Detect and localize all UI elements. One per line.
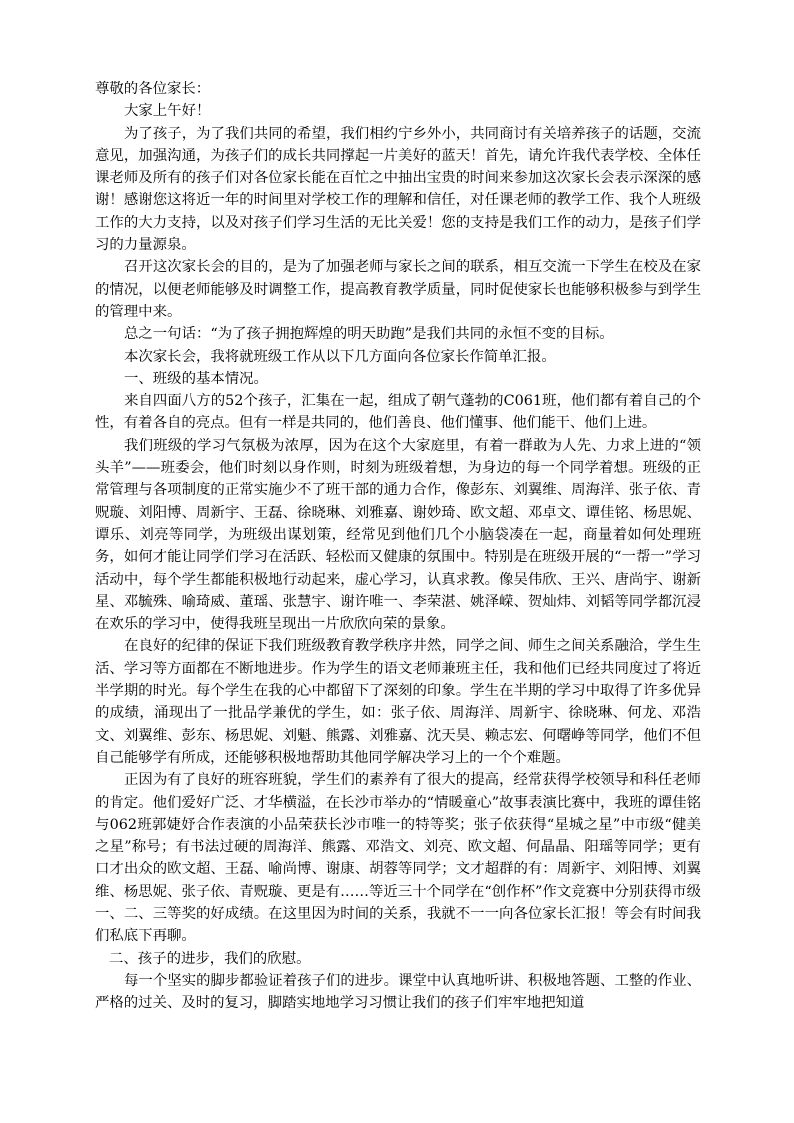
section-2-heading: 二、孩子的进步，我们的欣慰。 [109,950,311,967]
motto-paragraph: 总之一句话：“为了孩子拥抱辉煌的明天助跑”是我们共同的永恒不变的目标。 [124,326,614,343]
section-1-paragraph-3: 在良好的纪律的保证下我们班级教育教学秩序井然，同学之间、师生之间关系融洽，学生生活、学习等方面都在不断地进步。作为学生的语文老师兼班主任，我和他们已经共同度过了将近半学期的时光。每个学生在我的心中都留下了深刻的印象。学生在半期的学习中取得了许多优异的成绩，涌现出了一批品学兼优的学生，如：张子依、周海洋、周新宇、徐晓琳、何龙、邓浩文、刘翼维、彭东、杨思妮、刘魁、熊露、刘雅嘉、沈天昊、赖志宏、何曙峥等同学，他们不但自己能够学有所成，还能够积极地帮助其他同学解决学习上的一个个难题。 [95,638,701,766]
letter-body [95,78,701,1014]
intro-paragraph: 为了孩子，为了我们共同的希望，我们相约宁乡外小，共同商讨有关培养孩子的话题，交流意见，加强沟通，为孩子们的成长共同撑起一片美好的蓝天！首先，请允许我代表学校、全体任课老师及所有的孩子们对各位家长能在百忙之中抽出宝贵的时间来参加这次家长会表示深深的感谢！感谢您这将近一年的时间里对学校工作的理解和信任，对任课老师的教学工作、我个人班级工作的大力支持，以及对孩子们学习生活的无比关爱！您的支持是我们工作的动力，是孩子们学习的力量源泉。 [95,125,701,254]
section-1-paragraph-1: 来自四面八方的52个孩子，汇集在一起，组成了朝气蓬勃的C061班，他们都有着自己的个性，有着各自的亮点。但有一样是共同的，他们善良、他们懂事、他们能干、他们上进。 [95,393,701,432]
section-1-heading: 一、班级的基本情况。 [124,370,268,387]
purpose-paragraph: 召开这次家长会的目的，是为了加强老师与家长之间的联系，相互交流一下学生在校及在家的情况，以便老师能够及时调整工作，提高教育教学质量，同时促使家长也能够积极参与到学生的管理中来。 [95,259,701,320]
salutation: 大家上午好！ [124,103,211,120]
section-1-paragraph-2: 我们班级的学习气氛极为浓厚，因为在这个大家庭里，有着一群敢为人先、力求上进的“领头羊”——班委会，他们时刻以身作则，时刻为班级着想，为身边的每一个同学着想。班级的正常管理与各项制度的正常实施少不了班干部的通力合作，像彭东、刘翼维、周海洋、张子依、青贶璇、刘阳博、周新宇、王磊、徐晓琳、刘雅嘉、谢妙琦、欧文超、邓卓文、谭佳铭、杨思妮、谭乐、刘亮等同学，为班级出谋划策，经常见到他们几个小脑袋凑在一起，商量着如何处理班务，如何才能让同学们学习在活跃、轻松而又健康的氛围中。特别是在班级开展的“一帮一”学习活动中，每个学生都能积极地行动起来，虚心学习，认真求教。像吴伟欣、王兴、唐尚宇、谢新星、邓毓殊、喻琦威、董瑶、张慧宇、谢许唯一、李荣湛、姚泽嵘、贺灿炜、刘韬等同学都沉浸在欢乐的学习中，使得我班呈现出一片欣欣向荣的景象。 [95,437,701,633]
section-1-paragraph-4: 正因为有了良好的班容班貌，学生们的素养有了很大的提高，经常获得学校领导和科任老师的肯定。他们爱好广泛、才华横溢，在长沙市举办的“情暖童心”故事表演比赛中，我班的谭佳铭与062班郭婕妤合作表演的小品荣获长沙市唯一的特等奖；张子依获得“星城之星”中市级“健美之星”称号；有书法过硬的周海洋、熊露、邓浩文、刘亮、欧文超、何晶晶、阳瑶等同学；更有口才出众的欧文超、王磊、喻尚博、谢康、胡蓉等同学；文才超群的有：周新宇、刘阳博、刘翼维、杨思妮、张子依、青贶璇、更是有……等近三十个同学在“创作杯”作文竞赛中分别获得市级一、二、三等奖的好成绩。在这里因为时间的关系，我就不一一向各位家长汇报！等会有时间我们私底下再聊。 [95,772,701,945]
overview-paragraph: 本次家长会，我将就班级工作从以下几方面向各位家长作简单汇报。 [124,348,556,365]
greeting: 尊敬的各位家长： [95,81,211,97]
section-2-paragraph-1: 每一个坚实的脚步都验证着孩子们的进步。课堂中认真地听讲、积极地答题、工整的作业、严格的过关、及时的复习，脚踏实地地学习习惯让我们的孩子们牢牢地把知道 [95,972,701,1012]
